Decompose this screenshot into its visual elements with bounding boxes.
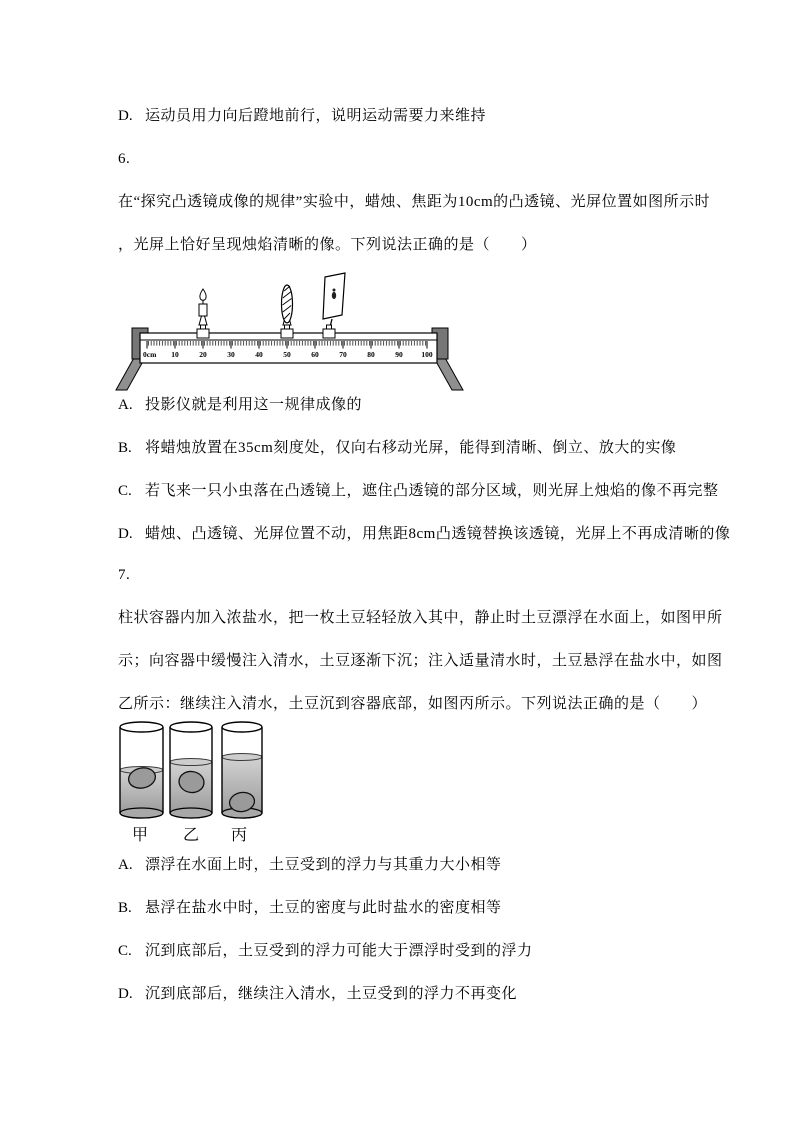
option-label: D. [118,108,133,124]
ruler-label-40: 40 [255,350,263,359]
ruler-label-30: 30 [227,350,235,359]
q6-option-b [118,427,730,470]
q6-option-a [118,384,730,427]
option-text: 投影仪就是利用这一规律成像的 [145,397,363,413]
ruler-label-0cm: 0cm [143,350,157,359]
q6-option-c [118,470,730,513]
option-text: 漂浮在水面上时，土豆受到的浮力与其重力大小相等 [145,857,502,873]
option-text: 蜡烛、凸透镜、光屏位置不动，用焦距8cm凸透镜替换该透镜，光屏上不再成清晰的像 [145,526,731,542]
label-yi: 乙 [182,827,200,844]
label-bing: 丙 [230,827,248,844]
cylinders-figure [114,716,274,848]
option-label: A. [118,857,133,873]
q7-option-d [118,973,533,1016]
option-text: 悬浮在盐水中时，土豆的密度与此时盐水的密度相等 [145,900,502,916]
candle-flame [200,289,206,300]
ruler-label-100: 100 [421,350,433,359]
ruler-label-60: 60 [311,350,319,359]
q6-number: 6. [118,151,131,167]
q7-options [118,844,533,1016]
cylinder-labels [132,826,247,844]
q7-stem-line-3: 乙所示：继续注入清水，土豆沉到容器底部，如图丙所示。下列说法正确的是（ ） [118,696,708,712]
option-label: A. [118,397,133,413]
ruler-label-90: 90 [395,350,403,359]
option-label: D. [118,526,133,542]
screen-image-dot [333,289,336,292]
q7-option-a [118,844,533,887]
option-text: 将蜡烛放置在35cm刻度处，仅向右移动光屏，能得到清晰、倒立、放大的实像 [145,440,677,456]
label-jia: 甲 [131,827,149,844]
option-text: 若飞来一只小虫落在凸透镜上，遮住凸透镜的部分区域，则光屏上烛焰的像不再完整 [145,483,719,499]
option-text: 运动员用力向后蹬地前行，说明运动需要力来维持 [145,108,487,124]
cylinder-yi [170,722,212,818]
ruler-label-80: 80 [367,350,375,359]
cylinder-bing [222,722,262,818]
q6-stem [118,181,710,267]
option-label: B. [118,440,132,456]
prev-question-option-d [118,95,486,138]
option-label: B. [118,900,132,916]
candle-body [199,304,207,316]
candle [197,289,209,338]
convex-lens [281,285,293,338]
q7-option-b [118,887,533,930]
q7-stem [118,597,723,726]
q6-stem-line-2: ，光屏上恰好呈现烛焰清晰的像。下列说法正确的是（ ） [118,237,537,253]
ruler-label-10: 10 [171,350,179,359]
option-text: 沉到底部后，土豆受到的浮力可能大于漂浮时受到的浮力 [145,943,533,959]
screen-image-flame [332,292,336,299]
q6-option-d [118,513,730,556]
option-label: D. [118,986,133,1002]
q6-options [118,384,730,556]
ruler-label-70: 70 [339,350,347,359]
water-surface [222,754,262,761]
ruler-label-20: 20 [199,350,207,359]
cylinder-jia [120,722,163,818]
q6-stem-line-1: 在“探究凸透镜成像的规律”实验中，蜡烛、焦距为10cm的凸透镜、光屏位置如图所示时 [118,194,711,210]
q7-stem-line-1: 柱状容器内加入浓盐水，把一枚土豆轻轻放入其中，静止时土豆漂浮在水面上，如图甲所 [118,610,723,626]
option-label: C. [118,483,132,499]
water-surface [170,759,212,766]
optical-bench-figure [112,266,466,394]
ruler-label-50: 50 [283,350,291,359]
q7-number: 7. [118,567,131,583]
q7-stem-line-2: 示；向容器中缓慢注入清水，土豆逐渐下沉；注入适量清水时，土豆悬浮在盐水中，如图 [118,653,723,669]
light-screen [323,273,345,338]
q7-option-c [118,930,533,973]
option-text: 沉到底部后，继续注入清水，土豆受到的浮力不再变化 [145,986,518,1002]
option-label: C. [118,943,132,959]
